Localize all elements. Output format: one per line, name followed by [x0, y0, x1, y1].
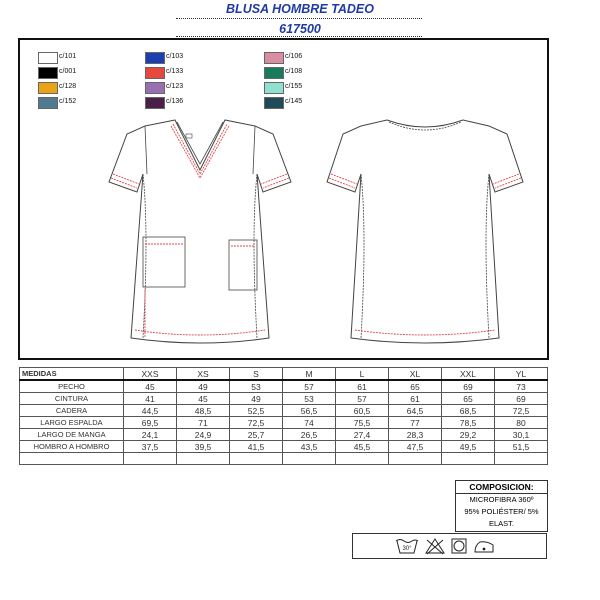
measure-value-cell: 73 [495, 380, 548, 393]
measure-value-cell: 53 [230, 380, 283, 393]
measure-value-cell: 25,7 [230, 429, 283, 441]
garment-title: BLUSA HOMBRE TADEO [226, 2, 374, 16]
composition-line-2: 95% POLIÉSTER/ 5% [464, 507, 539, 516]
color-code-label: c/145 [285, 98, 303, 105]
measure-value-cell: 72,5 [495, 405, 548, 417]
measure-value-cell: 27,4 [336, 429, 389, 441]
measure-value-cell: 65 [442, 393, 495, 405]
measure-value-cell: 74 [283, 417, 336, 429]
empty-cell [230, 453, 283, 465]
measure-value-cell: 57 [336, 393, 389, 405]
color-swatch-c108 [264, 67, 284, 79]
measure-value-cell: 61 [336, 380, 389, 393]
measure-value-cell: 72,5 [230, 417, 283, 429]
no-bleach-icon [426, 539, 444, 554]
measure-value-cell: 37,5 [124, 441, 177, 453]
empty-cell [442, 453, 495, 465]
color-code-label: c/106 [285, 53, 303, 60]
composition-line-3: ELAST. [488, 519, 514, 528]
empty-cell [283, 453, 336, 465]
measure-value-cell: 51,5 [495, 441, 548, 453]
color-code-label: c/123 [166, 83, 184, 90]
size-header-cell: XXS [124, 368, 177, 381]
code-underline [176, 36, 422, 37]
measure-value-cell: 49 [177, 380, 230, 393]
color-code-label: c/001 [59, 68, 77, 75]
table-row [20, 393, 548, 405]
color-swatch-c136 [145, 97, 165, 109]
measure-value-cell: 71 [177, 417, 230, 429]
color-swatch-c103 [145, 52, 165, 64]
measure-label-cell: LARGO DE MANGA [20, 429, 124, 441]
color-swatch-c123 [145, 82, 165, 94]
measure-value-cell: 45,5 [336, 441, 389, 453]
measure-value-cell: 47,5 [389, 441, 442, 453]
measure-value-cell: 65 [389, 380, 442, 393]
size-header-cell: XS [177, 368, 230, 381]
measure-value-cell: 39,5 [177, 441, 230, 453]
color-swatch-c128 [38, 82, 58, 94]
measure-value-cell: 53 [283, 393, 336, 405]
measure-label-cell: HOMBRO A HOMBRO [20, 441, 124, 453]
measure-value-cell: 49 [230, 393, 283, 405]
color-swatch-c155 [264, 82, 284, 94]
size-header-cell: XXL [442, 368, 495, 381]
composition-title: COMPOSICION: [456, 481, 547, 494]
measure-value-cell: 43,5 [283, 441, 336, 453]
measure-value-cell: 24,1 [124, 429, 177, 441]
empty-cell [20, 453, 124, 465]
measure-value-cell: 78,5 [442, 417, 495, 429]
measure-value-cell: 52,5 [230, 405, 283, 417]
size-header-cell: XL [389, 368, 442, 381]
color-code-label: c/136 [166, 98, 184, 105]
measures-header-label: MEDIDAS [20, 368, 124, 381]
table-row [20, 429, 548, 441]
color-code-label: c/155 [285, 83, 303, 90]
color-code-label: c/133 [166, 68, 184, 75]
color-code-label: c/103 [166, 53, 184, 60]
back-view-drawing [325, 112, 525, 352]
measure-value-cell: 44,5 [124, 405, 177, 417]
measure-value-cell: 64,5 [389, 405, 442, 417]
composition-box [455, 480, 548, 532]
table-row [20, 417, 548, 429]
measure-value-cell: 77 [389, 417, 442, 429]
measure-value-cell: 61 [389, 393, 442, 405]
color-code-label: c/108 [285, 68, 303, 75]
empty-cell [495, 453, 548, 465]
color-swatch-c145 [264, 97, 284, 109]
empty-cell [124, 453, 177, 465]
measure-value-cell: 28,3 [389, 429, 442, 441]
size-header-cell: L [336, 368, 389, 381]
measure-value-cell: 24,9 [177, 429, 230, 441]
table-header-row [20, 368, 548, 381]
measure-value-cell: 49,5 [442, 441, 495, 453]
empty-cell [389, 453, 442, 465]
tumble-dry-icon [452, 539, 466, 553]
color-swatch-c106 [264, 52, 284, 64]
table-row [20, 441, 548, 453]
measure-value-cell: 56,5 [283, 405, 336, 417]
measure-label-cell: CINTURA [20, 393, 124, 405]
measure-label-cell: PECHO [20, 380, 124, 393]
size-header-cell: S [230, 368, 283, 381]
measure-value-cell: 26,5 [283, 429, 336, 441]
measure-value-cell: 69 [442, 380, 495, 393]
empty-cell [336, 453, 389, 465]
measure-label-cell: CADERA [20, 405, 124, 417]
iron-low-icon [475, 542, 493, 552]
color-swatch-c101 [38, 52, 58, 64]
measure-value-cell: 48,5 [177, 405, 230, 417]
care-symbols-box [352, 533, 547, 559]
measure-value-cell: 45 [124, 380, 177, 393]
measure-value-cell: 69 [495, 393, 548, 405]
table-row-empty [20, 453, 548, 465]
garment-code: 617500 [279, 22, 321, 36]
measure-value-cell: 69,5 [124, 417, 177, 429]
measure-value-cell: 80 [495, 417, 548, 429]
technical-drawing-frame [18, 38, 549, 360]
measure-value-cell: 30,1 [495, 429, 548, 441]
measure-value-cell: 57 [283, 380, 336, 393]
measure-value-cell: 29,2 [442, 429, 495, 441]
color-swatch-c152 [38, 97, 58, 109]
size-header-cell: M [283, 368, 336, 381]
measure-value-cell: 60,5 [336, 405, 389, 417]
measure-value-cell: 41,5 [230, 441, 283, 453]
composition-line-1: MICROFIBRA 360º [469, 495, 534, 504]
color-code-label: c/128 [59, 83, 77, 90]
color-swatch-c133 [145, 67, 165, 79]
title-underline [176, 18, 422, 19]
measurements-table [19, 367, 548, 465]
table-row [20, 380, 548, 393]
empty-cell [177, 453, 230, 465]
measure-value-cell: 45 [177, 393, 230, 405]
wash-temp-label: 30° [402, 546, 412, 552]
measure-value-cell: 68,5 [442, 405, 495, 417]
measure-value-cell: 75,5 [336, 417, 389, 429]
color-swatch-c001 [38, 67, 58, 79]
measure-value-cell: 41 [124, 393, 177, 405]
front-view-drawing [105, 112, 295, 352]
table-row [20, 405, 548, 417]
size-header-cell: YL [495, 368, 548, 381]
color-code-label: c/152 [59, 98, 77, 105]
color-code-label: c/101 [59, 53, 77, 60]
measure-label-cell: LARGO ESPALDA [20, 417, 124, 429]
